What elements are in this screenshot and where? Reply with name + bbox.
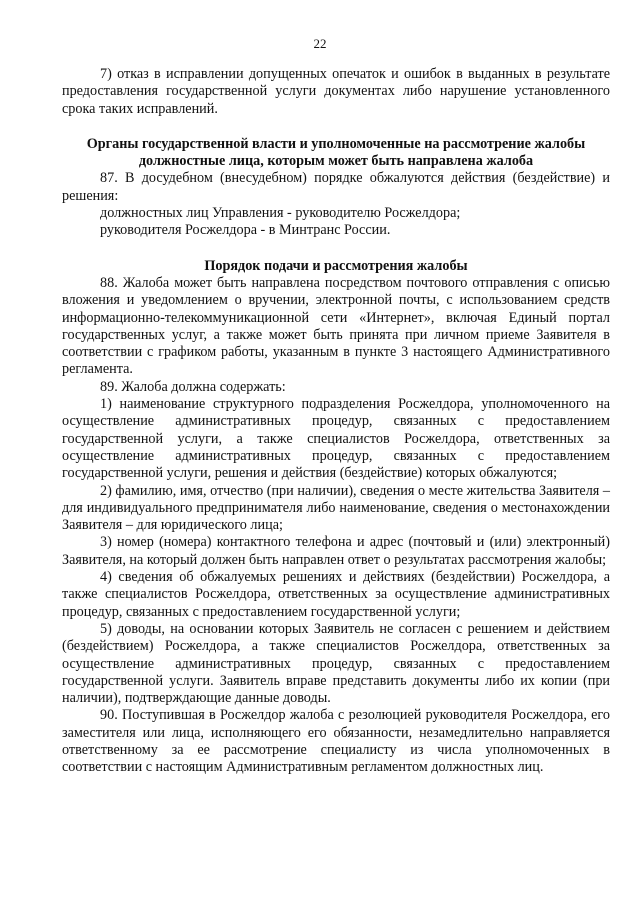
document-body [62,66,610,777]
paragraph-89: 89. Жалоба должна содержать: [100,378,286,395]
paragraph-87-item-b: руководителя Росжелдора - в Минтранс России. [100,222,391,239]
paragraph-88: 88. Жалоба может быть направлена посредством почтового отправления с описью вложения и уведомлением о вручении, электронной почты, с использованием средств информационно-телекоммуникационной сети «Интернет», включая Единый портал государственных услуг, а также может быть принята при личном приеме Заявителя в соответствии с графиком работы, указанным в пункте 3 настоящего Административного регламента. [62,274,610,378]
paragraph-89-item-3: 3) номер (номера) контактного телефона и адрес (почтовый и (или) электронный) Заявителя, на который должен быть направлен ответ о результатах рассмотрения жалобы; [62,534,610,568]
paragraph-87-item-a: должностных лиц Управления - руководителю Росжелдора; [100,205,461,222]
paragraph-89-item-1: 1) наименование структурного подразделения Росжелдора, уполномоченного на осуществление административных процедур, связанных с предоставлением государственной услуги, а также специалистов Росжелдора, ответственных за осуществление административных процедур, связанных с предоставлением государственной услуги, решения и действия (бездействие) которых обжалуются; [62,396,610,482]
paragraph-90: 90. Поступившая в Росжелдор жалоба с резолюцией руководителя Росжелдора, его заместителя или лица, исполняющего его обязанности, незамедлительно направляется ответственному за ее рассмотрение специалисту из числа уполномоченных в соответствии с настоящим Административным регламентом должностных лиц. [62,707,610,776]
section-heading-appeal-bodies-line2: должностные лица, которым может быть направлена жалоба [138,153,534,170]
section-heading-appeal-procedure: Порядок подачи и рассмотрения жалобы [204,257,468,274]
page-number: 22 [313,36,327,51]
paragraph-89-item-4: 4) сведения об обжалуемых решениях и действиях (бездействии) Росжелдора, а также специалистов Росжелдора, ответственных за осуществление административных процедур, связанных с предоставлением государственной услуги; [62,569,610,620]
paragraph-89-item-5: 5) доводы, на основании которых Заявитель не согласен с решением и действием (бездействием) Росжелдора, а также специалистов Росжелдора, ответственных за осуществление административных процедур, связанных с предоставлением государственной услуги. Заявитель вправе представить документы либо их копии (при наличии), подтверждающие данные доводы. [62,620,610,707]
paragraph-87: 87. В досудебном (внесудебном) порядке обжалуются действия (бездействие) и решения: [62,170,610,204]
list-item-7: 7) отказ в исправлении допущенных опечаток и ошибок в выданных в результате предоставления государственной услуги документах либо нарушение установленного срока таких исправлений. [62,66,610,117]
section-heading-appeal-bodies: Органы государственной власти и уполномоченные на рассмотрение жалобы [86,135,586,152]
paragraph-89-item-2: 2) фамилию, имя, отчество (при наличии), сведения о месте жительства Заявителя – для индивидуального предпринимателя либо наименование, сведения о местонахождении Заявителя – для юридического лица; [62,482,610,534]
